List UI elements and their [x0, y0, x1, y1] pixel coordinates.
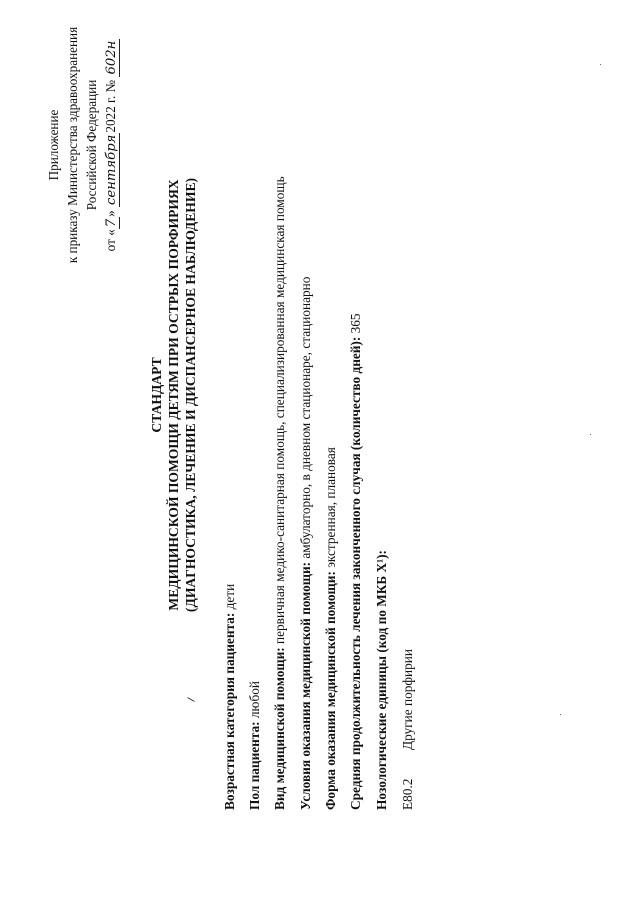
icd-name: Другие порфирии [400, 648, 415, 750]
field-form-label: Форма оказания медицинской помощи: [323, 571, 338, 810]
field-duration-value: 365 [348, 313, 363, 337]
field-sex-label: Пол пациента: [247, 721, 262, 810]
date-year: 2022 г. № [103, 79, 118, 133]
scan-speck [600, 64, 601, 65]
date-mid: » [103, 210, 118, 217]
appendix-date-line [101, 25, 121, 265]
field-sex-value: любой [247, 680, 262, 722]
order-number: 602н [104, 40, 119, 75]
title-line-standard: СТАНДАРТ [149, 357, 164, 433]
field-duration-label: Средняя продолжительность лечения законченного случая (количество дней): [348, 336, 363, 810]
date-day: 7 [104, 218, 119, 228]
scan-speck [560, 714, 561, 715]
field-conditions-label: Условия оказания медицинской помощи: [298, 561, 313, 810]
title-line-subject: МЕДИЦИНСКОЙ ПОМОЩИ ДЕТЯМ ПРИ ОСТРЫХ ПОРФИРИЯХ [166, 179, 181, 611]
field-conditions [298, 277, 314, 810]
field-sex [247, 681, 263, 810]
appendix-order: к приказу Министерства здравоохранения [65, 26, 80, 264]
field-form [323, 447, 339, 810]
document-title [148, 85, 199, 705]
date-month: сентября [104, 134, 119, 205]
field-care-type [272, 176, 288, 810]
field-age [222, 584, 238, 810]
field-nosology [374, 550, 390, 810]
field-duration [348, 313, 364, 810]
field-conditions-value: амбулаторно, в дневном стационаре, стационарно [298, 276, 313, 562]
appendix-title: Приложение [46, 109, 61, 181]
field-care-type-label: Вид медицинской помощи: [272, 647, 287, 810]
field-form-value: экстренная, плановая [323, 447, 338, 572]
date-prefix: от « [103, 229, 118, 252]
field-nosology-label: Нозологические единицы (код по МКБ X¹): [374, 550, 389, 810]
field-care-type-value: первичная медико-санитарная помощь, специализированная медицинская помощь [272, 176, 287, 648]
appendix-country: Российской Федерации [84, 79, 99, 211]
appendix-block [44, 25, 121, 265]
scan-speck [590, 434, 591, 435]
field-age-value: дети [222, 583, 237, 613]
title-line-scope: (ДИАГНОСТИКА, ЛЕЧЕНИЕ И ДИСПАНСЕРНОЕ НАБЛЮДЕНИЕ) [183, 177, 198, 613]
field-age-label: Возрастная категория пациента: [222, 612, 237, 810]
icd-code: E80.2 [400, 778, 415, 810]
